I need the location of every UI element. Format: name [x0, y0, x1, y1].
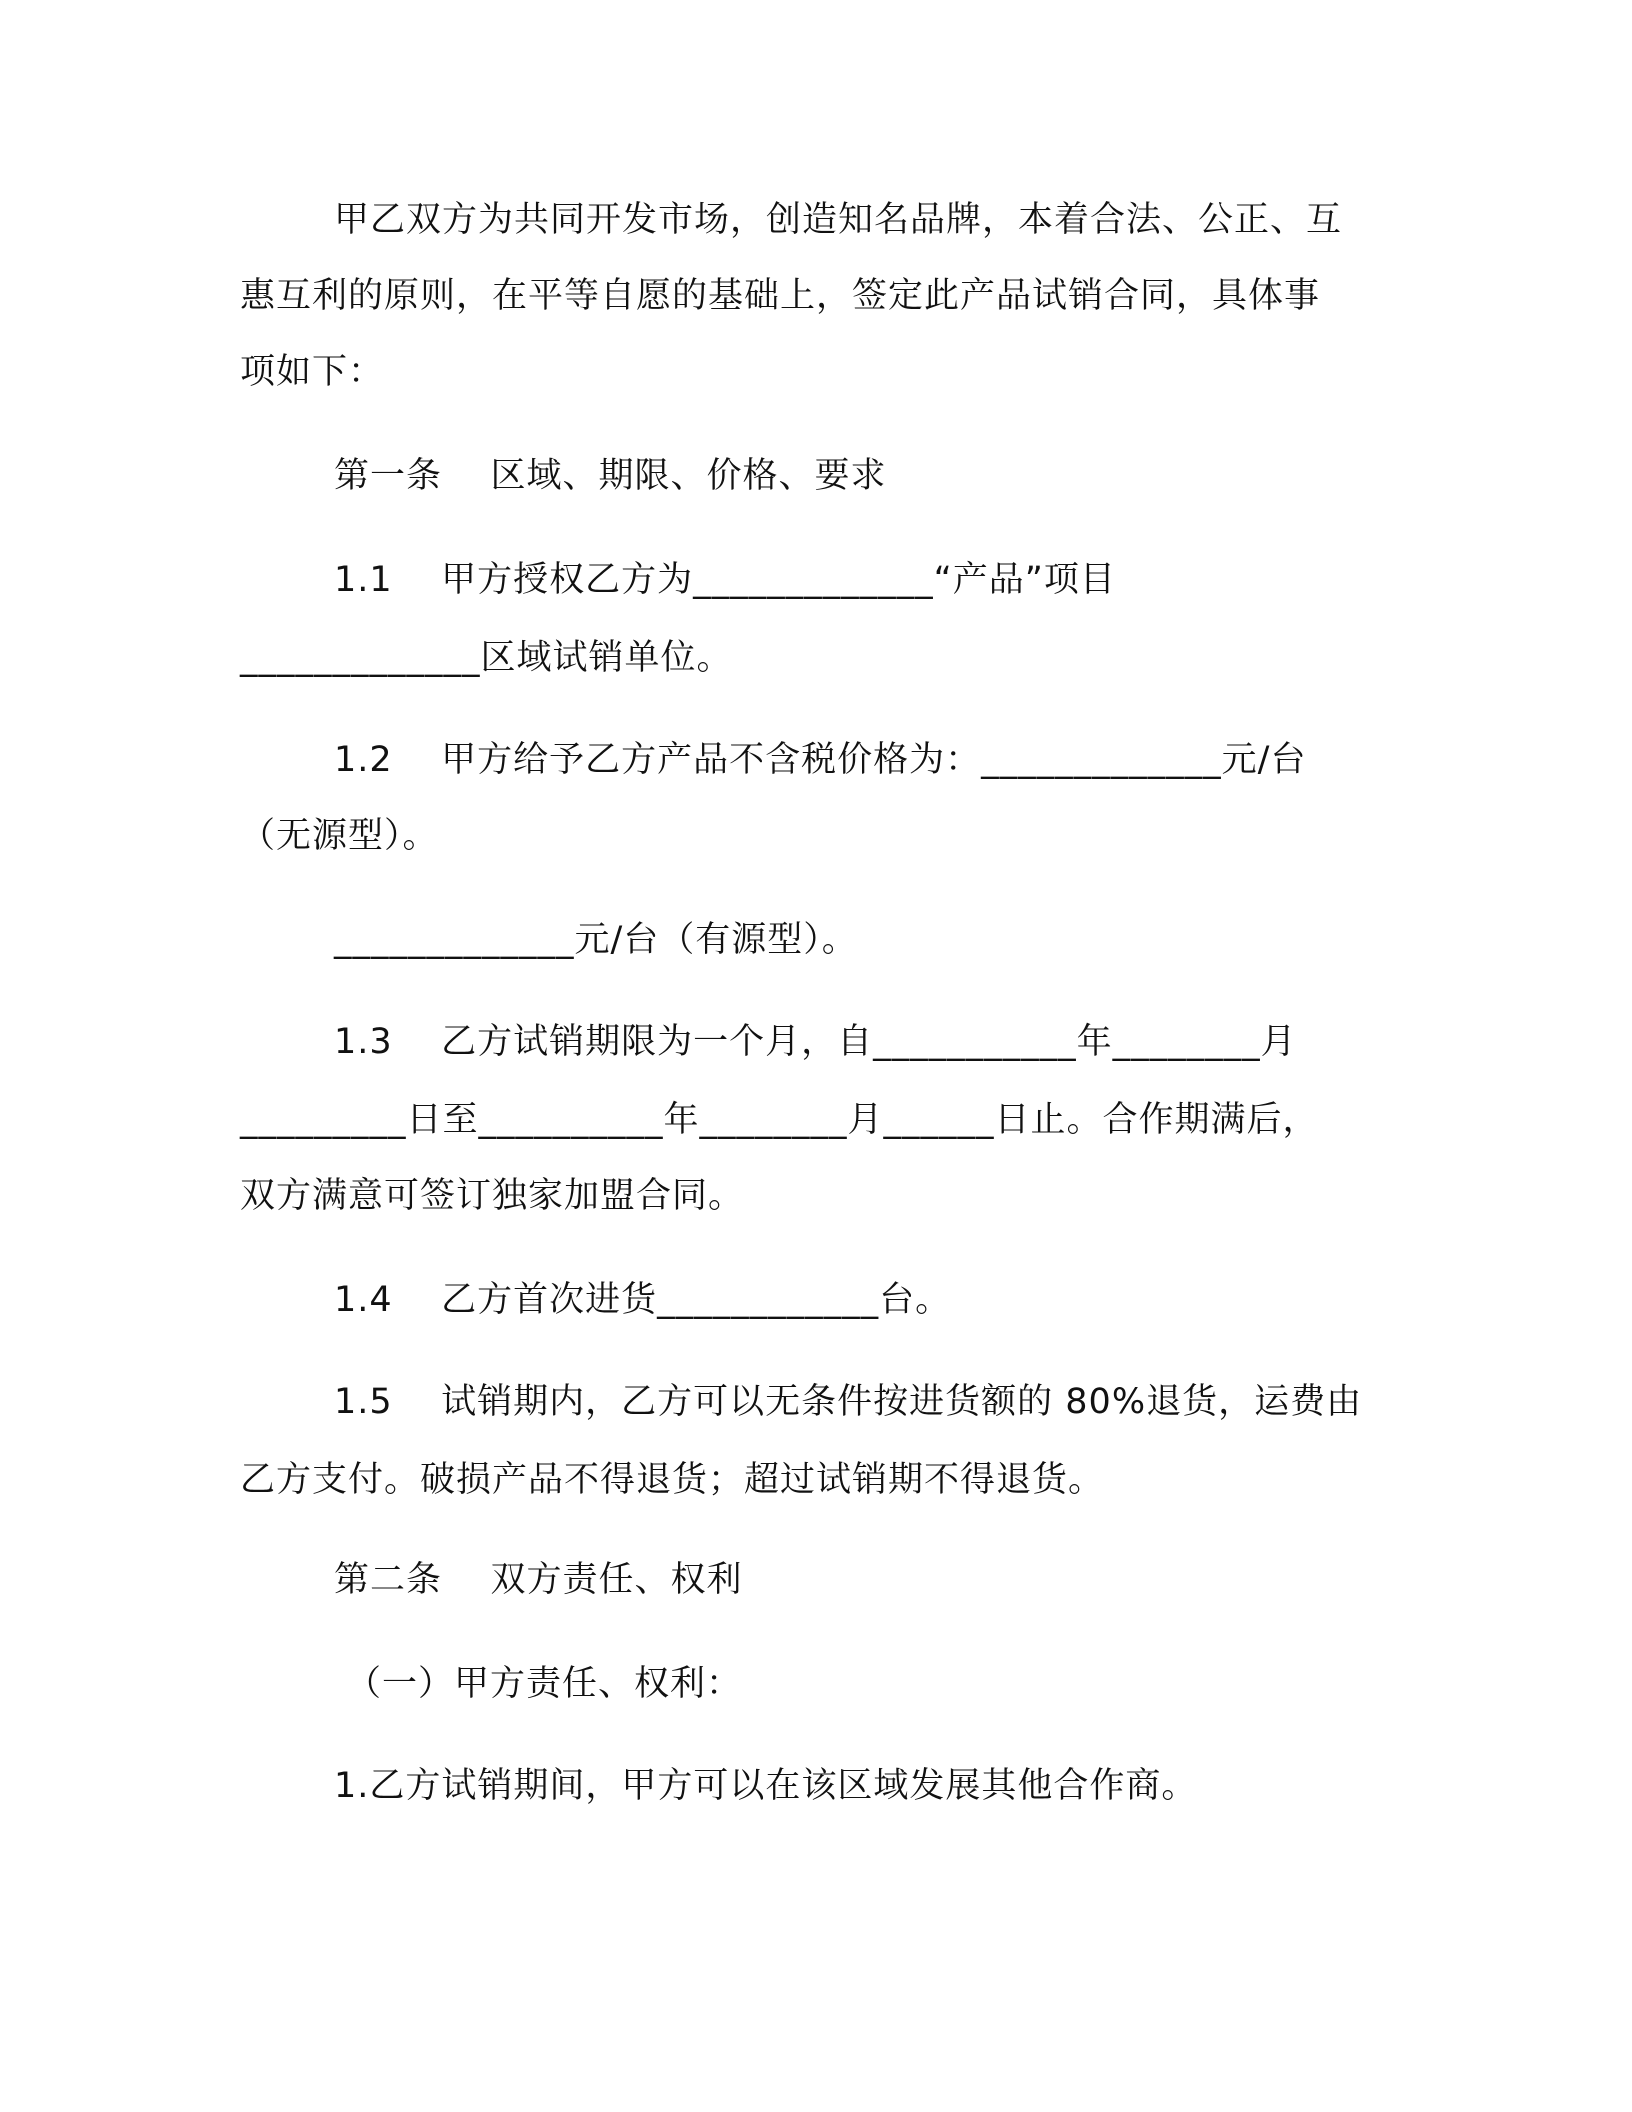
clause-1-2-line-1: 1.2 甲方给予乙方产品不含税价格为：_____________元/台 [334, 740, 1307, 780]
article-2-sub-heading: （一）甲方责任、权利： [346, 1664, 743, 1704]
clause-1-3-line-1: 1.3 乙方试销期限为一个月，自___________年________月 [334, 1022, 1297, 1062]
intro-line-2: 惠互利的原则，在平等自愿的基础上，签定此产品试销合同，具体事 [240, 276, 1321, 316]
article-1-heading: 第一条 区域、期限、价格、要求 [334, 456, 887, 496]
article-2-item-1: 1.乙方试销期间，甲方可以在该区域发展其他合作商。 [334, 1766, 1198, 1806]
intro-line-3: 项如下： [240, 352, 385, 392]
clause-1-2-line-3: _____________元/台（有源型）。 [334, 920, 858, 960]
clause-1-5-line-1: 1.5 试销期内，乙方可以无条件按进货额的 80%退货，运费由 [334, 1382, 1363, 1422]
clause-1-5-line-2: 乙方支付。破损产品不得退货；超过试销期不得退货。 [240, 1460, 1105, 1500]
clause-1-1-line-2: _____________区域试销单位。 [240, 638, 733, 678]
clause-1-3-line-2: _________日至__________年________月______日止。合作期满后， [240, 1100, 1319, 1140]
clause-1-3-line-3: 双方满意可签订独家加盟合同。 [240, 1176, 745, 1216]
clause-1-2-line-2: （无源型）。 [240, 816, 439, 856]
intro-line-1: 甲乙双方为共同开发市场，创造知名品牌，本着合法、公正、互 [334, 200, 1343, 240]
article-2-heading: 第二条 双方责任、权利 [334, 1560, 743, 1600]
clause-1-1-line-1: 1.1 甲方授权乙方为_____________“产品”项目 [334, 560, 1116, 600]
clause-1-4: 1.4 乙方首次进货____________台。 [334, 1280, 952, 1320]
